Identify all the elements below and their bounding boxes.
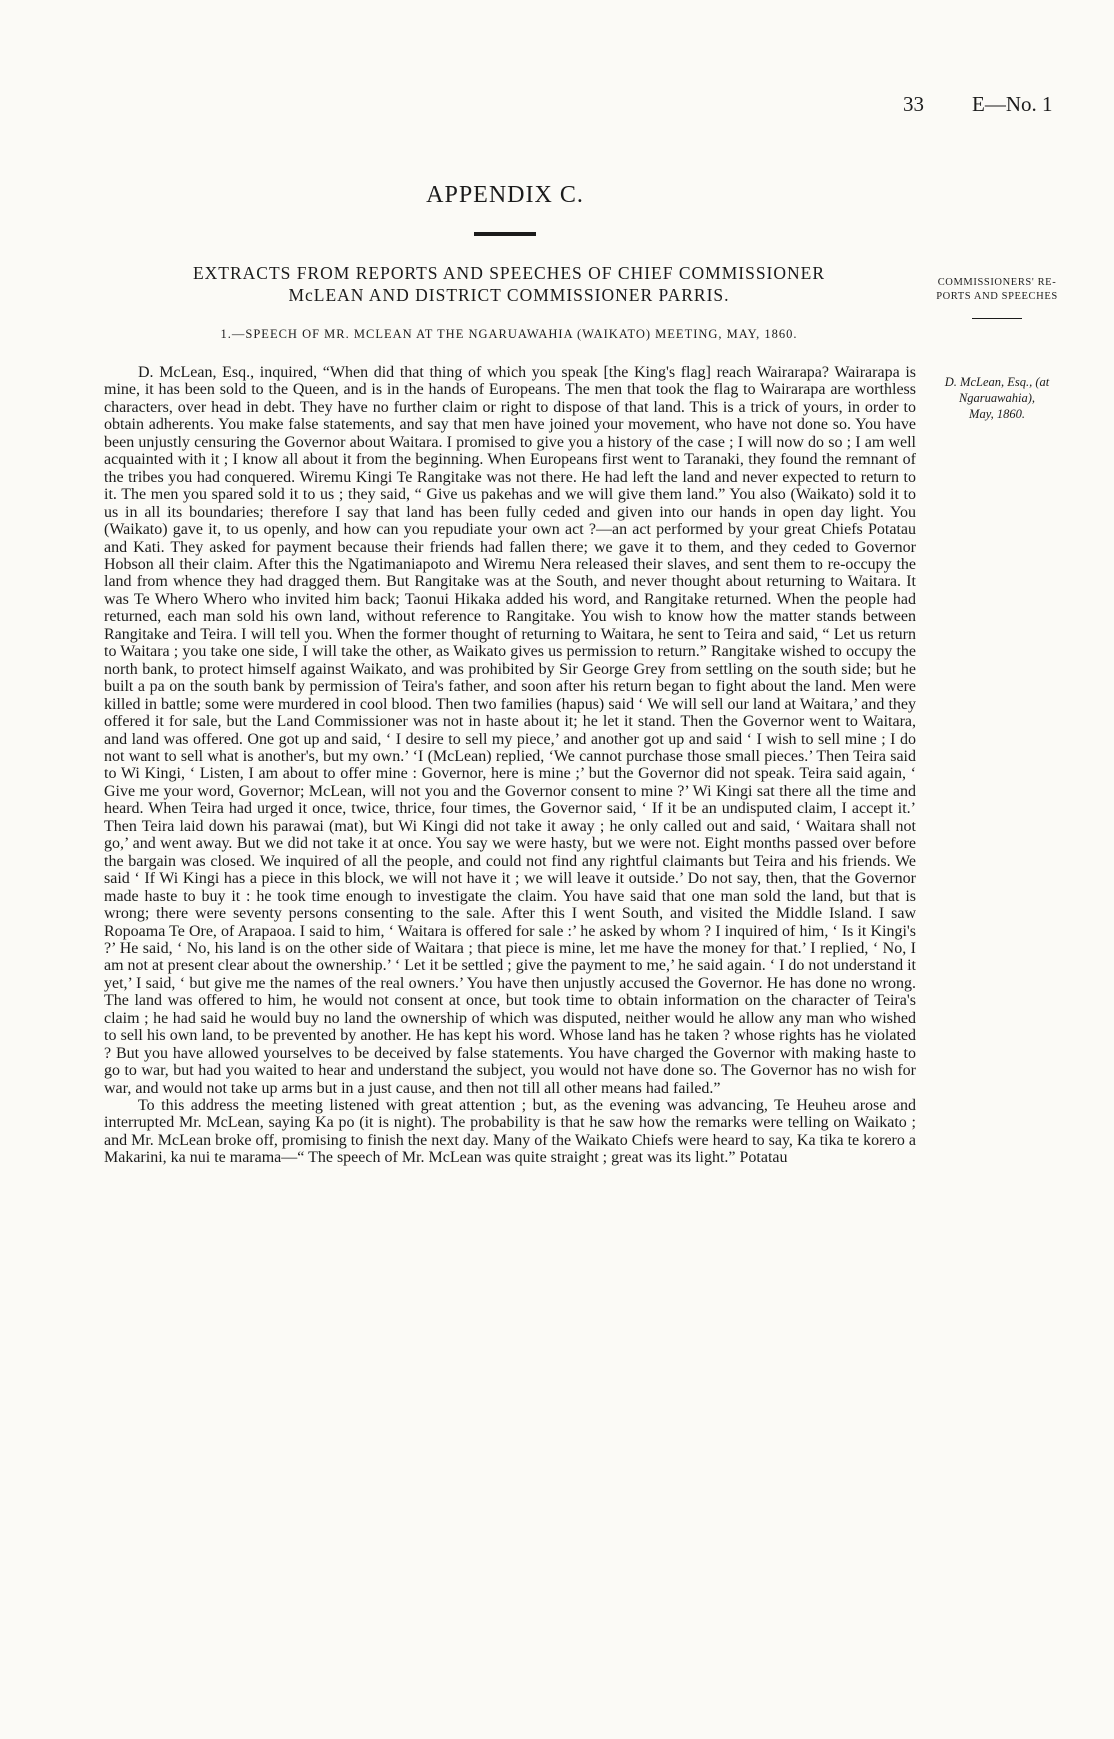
main-heading (104, 262, 914, 306)
paragraph-aftermath: To this address the meeting listened with great attention ; but, as the evening was advancing, Te Heuheu arose and interrupted Mr. McLean, saying Ka po (it is night). The probability is that he saw how the remarks were telling on Waikato ; and Mr. McLean broke off, promising to finish the next day. Many of the Waikato Chiefs were heard to say, Ka tika te korero a Makarini, ka nui te marama—“ The speech of Mr. McLean was quite straight ; great was its light.” Potatau (104, 1097, 916, 1167)
margin-note (922, 374, 1072, 422)
section-title: 1.—SPEECH OF MR. MCLEAN AT THE NGARUAWAHIA (WAIKATO) MEETING, MAY, 1860. (220, 327, 798, 341)
margin-note-line-3: May, 1860. (969, 407, 1025, 421)
main-heading-line-1: EXTRACTS FROM REPORTS AND SPEECHES OF CHIEF COMMISSIONER (192, 263, 826, 283)
main-heading-line-2: McLEAN AND DISTRICT COMMISSIONER PARRIS. (288, 285, 730, 305)
body-text (104, 364, 916, 1167)
side-heading (922, 276, 1072, 304)
document-reference: E—No. 1 (972, 92, 1053, 116)
side-heading-line-1: COMMISSIONERS' RE- (937, 277, 1057, 288)
side-heading-rule (972, 318, 1022, 319)
side-heading-line-2: PORTS AND SPEECHES (936, 291, 1058, 302)
margin-note-line-1: D. McLean, Esq., (at (944, 375, 1050, 389)
margin-note-line-2: Ngaruawahia), (958, 391, 1036, 405)
title-rule (474, 232, 536, 236)
page-number: 33 (903, 92, 924, 116)
paragraph-speech: D. McLean, Esq., inquired, “When did that thing of which you speak [the King's flag] reach Wairarapa? Wairarapa is mine, it has been sold to the Queen, and is in the hands of Europeans. The men that took the flag to Wairarapa are worthless characters, over head in debt. They have no further claim or right to dispose of that land. This is a trick of yours, in order to obtain adherents. You make false statements, and say that men have joined your movement, who have not done so. You have been unjustly censuring the Governor about Waitara. I promised to give you a history of the case ; I will now do so ; I am well acquainted with it ; I know all about it from the beginning. When Europeans first went to Taranaki, they found the remnant of the tribes you had conquered. Wiremu Kingi Te Rangitake was not there. He had left the land and never expected to return to it. The men you spared sold it to us ; they said, “ Give us pakehas and we will give them land.” You also (Waikato) sold it to us in all its boundaries; therefore I say that land has been fully ceded and given into our hands in open day light. You (Waikato) gave it, to us openly, and how can you repudiate your own act ?—an act performed by your great Chiefs Potatau and Kati. They asked for payment because their friends had fallen there; we gave it to them, and they ceded to Governor Hobson all their claim. After this the Ngatimaniapoto and Wiremu Nera released their slaves, and sent them to re-occupy the land from whence they had dragged them. But Rangitake was at the South, and never thought about returning to Waitara. It was Te Whero Whero who invited him back; Taonui Hikaka added his word, and Rangitake returned. When the people had returned, each man sold his own land, without reference to Rangitake. You wish to know how the matter stands between Rangitake and Teira. I will tell you. When the former thought of returning to Waitara, he sent to Teira and said, “ Let us return to Waitara ; you take one side, I will take the other, as Waikato gives us permission to return.” Rangitake wished to occupy the north bank, to protect himself against Waikato, and was prohibited by Sir George Grey from settling on the south side; but he built a pa on the south bank by permission of Teira's father, and soon after his return began to fight about the land. Men were killed in battle; some were murdered in cool blood. Then two families (hapus) said ‘ We will sell our land at Waitara,’ and they offered it for sale, but the Land Commissioner was not in haste about it; he let it stand. Then the Governor went to Waitara, and land was offered. One got up and said, ‘ I desire to sell my piece,’ and another got up and said ‘ I wish to sell mine ; I do not want to sell what is another's, but my own.’ ‘I (McLean) replied, ‘We cannot purchase those small pieces.’ Then Teira said to Wi Kingi, ‘ Listen, I am about to offer mine : Governor, here is mine ;’ but the Governor did not speak. Teira said again, ‘ Give me your word, Governor; McLean, will not you and the Governor consent to mine ?’ Wi Kingi sat there all the time and heard. When Teira had urged it once, twice, thrice, four times, the Governor said, ‘ If it be an undisputed claim, I accept it.’ Then Teira laid down his parawai (mat), but Wi Kingi did not take it away ; he only called out and said, ‘ Waitara shall not go,’ and went away. But we did not take it at once. You say we were hasty, but we were not. Eight months passed over before the bargain was closed. We inquired of all the people, and could not find any rightful claimants but Teira and his friends. We said ‘ If Wi Kingi has a piece in this block, we will not have it ; we will leave it outside.’ Do not say, then, that the Governor made haste to buy it : he took time enough to investigate the claim. You have said that one man sold the land, but that is wrong; there were seventy persons consenting to the sale. After this I went South, and visited the Middle Island. I saw Ropoama Te Ore, of Arapaoa. I said to him, ‘ Waitara is offered for sale :’ he asked by whom ? I inquired of him, ‘ Is it Kingi's ?’ He said, ‘ No, his land is on the other side of Waitara ; that piece is mine, let me have the money for that.’ I replied, ‘ No, I am not at present clear about the ownership.’ ‘ Let it be settled ; give the payment to me,’ he said again. ‘ I do not understand it yet,’ I said, ‘ but give me the names of the real owners.’ You have then unjustly accused the Governor. He has done no wrong. The land was offered to him, he would not consent at once, but took time to obtain information on the character of Teira's claim ; he had said he would buy no land the ownership of which was disputed, neither would he allow any man who wished to sell his own land, to be prevented by another. He has kept his word. Whose land has he taken ? whose rights has he violated ? But you have allowed yourselves to be deceived by false statements. You have charged the Governor with making haste to go to war, but had you waited to hear and understand the subject, you would not have done so. The Governor has no wish for war, and would not take up arms but in a just cause, and then not till all other means had failed.” (104, 364, 916, 1097)
appendix-title: APPENDIX C. (426, 182, 584, 208)
